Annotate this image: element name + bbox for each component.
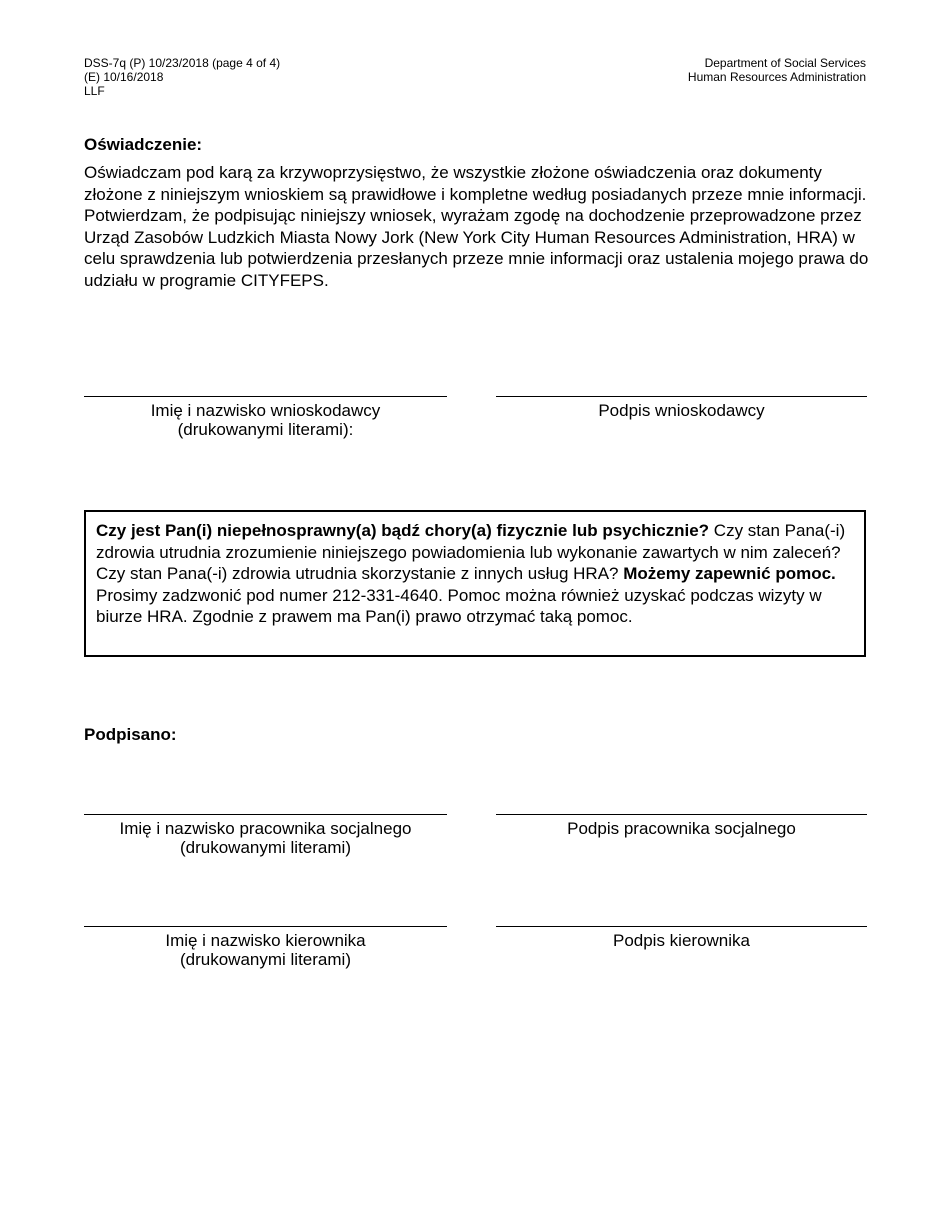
form-code: LLF [84, 84, 105, 98]
notice-question-text: Czy stan Pana(-i) zdrowia utrudnia zrozumienie niniejszego powiadomienia lub wykonanie zawartych w nim zaleceń? Czy stan Pana(-i) zdrowia utrudnia skorzystanie z innych usług HRA? [96, 521, 846, 583]
notice-question: Czy jest Pan(i) niepełnosprawny(a) bądź chory(a) fizycznie lub psychicznie? [96, 521, 710, 540]
applicant-signature-field[interactable] [496, 396, 867, 420]
notice-help-text: Prosimy zadzwonić pod numer 212-331-4640. Pomoc można również uzyskać podczas wizyty w biurze HRA. Zgodnie z prawem ma Pan(i) prawo otrzymać taką pomoc. [96, 585, 822, 626]
caseworker-signature-label: Podpis pracownika socjalnego [567, 819, 796, 838]
signed-title: Podpisano: [84, 725, 177, 744]
applicant-name-sublabel: (drukowanymi literami): [177, 420, 354, 439]
agency-administration: Human Resources Administration [687, 70, 866, 84]
agency-department: Department of Social Services [704, 56, 866, 70]
supervisor-name-field[interactable] [84, 926, 447, 969]
notice-help: Możemy zapewnić pomoc. [623, 564, 836, 583]
agency-header [688, 56, 866, 84]
applicant-name-label: Imię i nazwisko wnioskodawcy [150, 401, 381, 420]
supervisor-name-label: Imię i nazwisko kierownika [165, 931, 366, 950]
form-number: DSS-7q (P) 10/23/2018 (page 4 of 4) [84, 56, 281, 70]
declaration-text: Oświadczam pod karą za krzywoprzysięstwo, że wszystkie złożone oświadczenia oraz dokumenty złożone z niniejszym wnioskiem są prawidłowe i kompletne według posiadanych przeze mnie informacji. Potwierdzam, że podpisując niniejszy wniosek, wyrażam zgodę na dochodzenie przeprowadzone przez Urząd Zasobów Ludzkich Miasta Nowy Jork (New York City Human Resources Administration, HRA) w celu sprawdzenia lub potwierdzenia przesłanych przeze mnie informacji oraz ustalenia mojego prawa do udziału w programie CITYFEPS. [84, 163, 869, 290]
applicant-signature-label: Podpis wnioskodawcy [598, 401, 765, 420]
caseworker-signature-field[interactable] [496, 814, 867, 838]
supervisor-signature-label: Podpis kierownika [612, 931, 750, 950]
declaration-title: Oświadczenie: [84, 135, 203, 154]
caseworker-name-label: Imię i nazwisko pracownika socjalnego [119, 819, 412, 838]
supervisor-signature-field[interactable] [496, 926, 867, 950]
caseworker-name-sublabel: (drukowanymi literami) [180, 838, 351, 857]
supervisor-name-sublabel: (drukowanymi literami) [180, 950, 351, 969]
applicant-name-field[interactable] [84, 396, 447, 439]
form-english-date: (E) 10/16/2018 [84, 70, 164, 84]
disability-notice [84, 510, 866, 657]
form-identifier [84, 56, 280, 98]
caseworker-name-field[interactable] [84, 814, 447, 857]
